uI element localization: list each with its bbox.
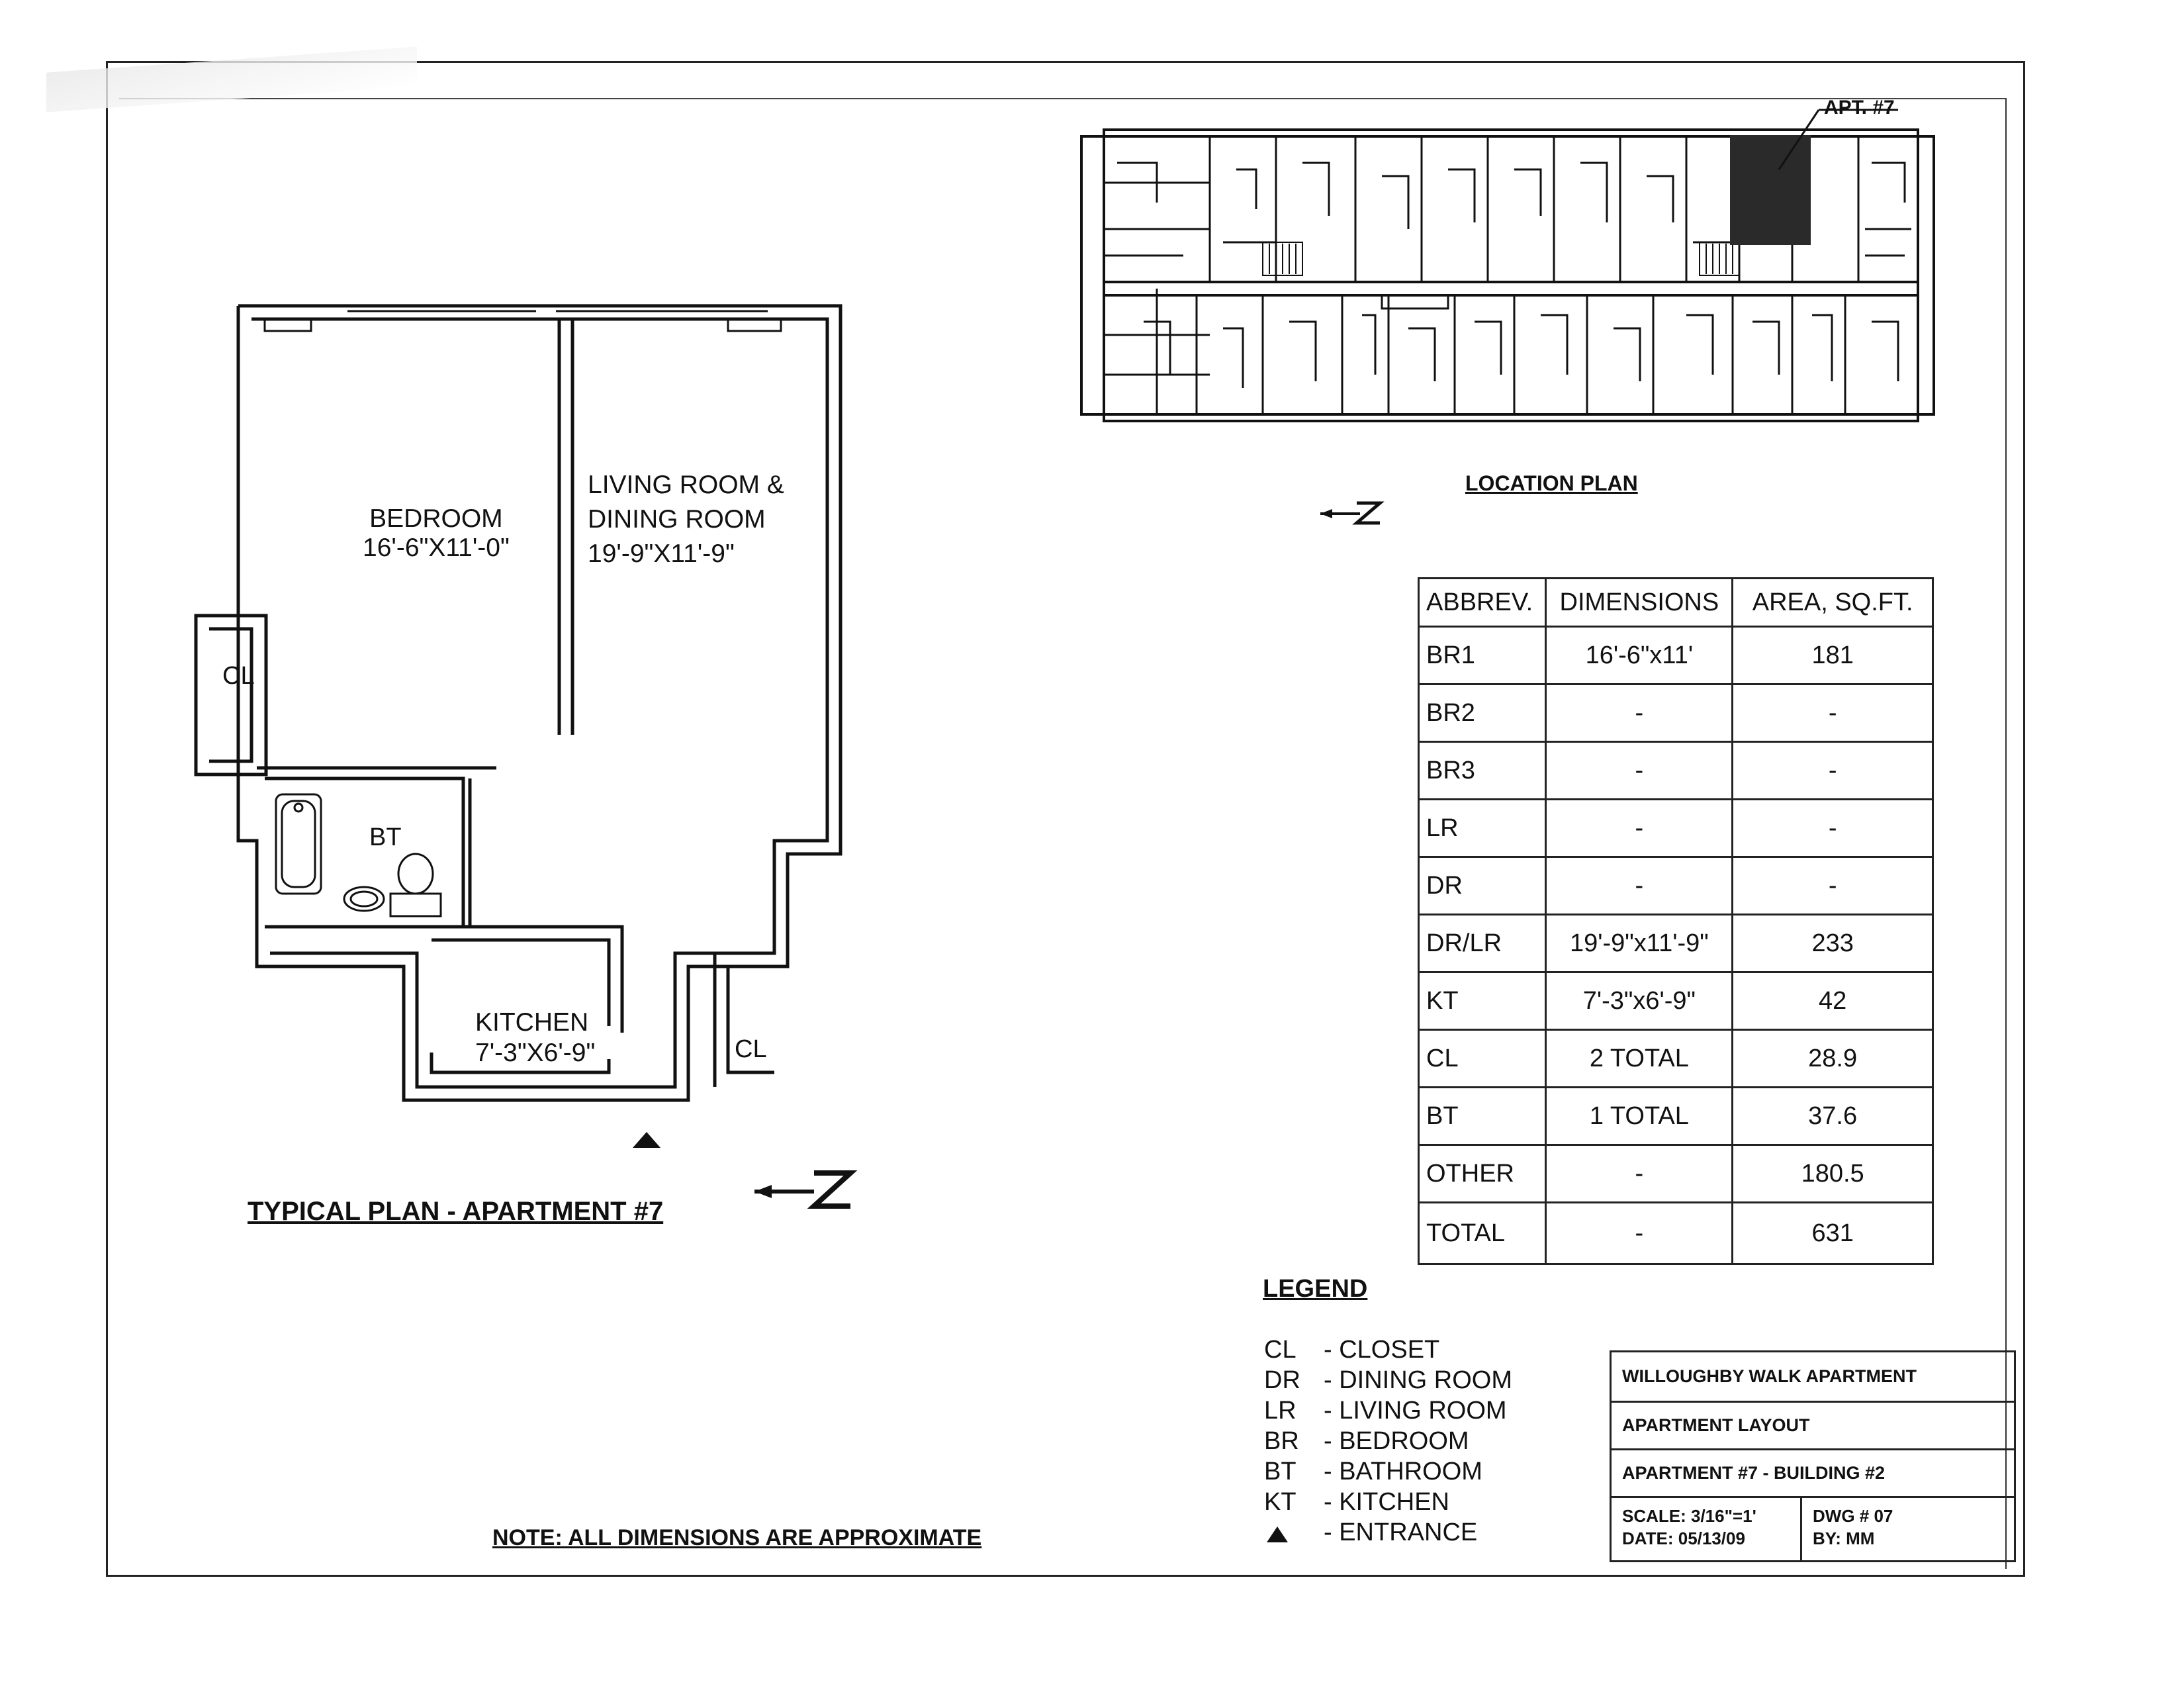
dwg-number: DWG # 07	[1813, 1506, 1893, 1526]
dimensions-cell: 2 TOTAL	[1546, 1030, 1733, 1088]
kitchen-dimension-label: 7'-3"X6'-9"	[475, 1039, 596, 1067]
dimensions-cell: 19'-9"x11'-9"	[1546, 915, 1733, 972]
dimensions-cell: 7'-3"x6'-9"	[1546, 972, 1733, 1030]
north-arrow-plan	[754, 1160, 860, 1219]
table-row	[1419, 742, 1933, 800]
title-block	[1610, 1350, 2016, 1562]
abbrev-cell: BR3	[1419, 742, 1546, 800]
area-table-header	[1419, 579, 1933, 627]
legend-abbr: KT	[1264, 1488, 1297, 1516]
list-item	[1264, 1456, 1512, 1487]
dimensions-cell: -	[1546, 742, 1733, 800]
toilet-fixture	[390, 854, 441, 916]
drawn-by: BY: MM	[1813, 1528, 1875, 1548]
legend-abbr: BR	[1264, 1427, 1299, 1455]
legend-desc: - LIVING ROOM	[1324, 1397, 1507, 1425]
area-cell: 233	[1733, 915, 1933, 972]
apartment-7-highlight	[1730, 135, 1811, 245]
table-row	[1419, 684, 1933, 742]
legend-desc: - ENTRANCE	[1324, 1519, 1478, 1546]
sink-fixture	[344, 887, 384, 911]
legend-desc: - BATHROOM	[1324, 1458, 1482, 1485]
area-cell: -	[1733, 742, 1933, 800]
legend-title: LEGEND	[1263, 1275, 1368, 1303]
area-table	[1418, 577, 1934, 1265]
abbrev-cell: TOTAL	[1419, 1203, 1546, 1264]
abbrev-cell: OTHER	[1419, 1145, 1546, 1203]
abbrev-cell: BR2	[1419, 684, 1546, 742]
dimensions-cell: -	[1546, 1145, 1733, 1203]
table-row	[1419, 627, 1933, 684]
legend-desc: - CLOSET	[1324, 1336, 1440, 1364]
list-item	[1264, 1365, 1512, 1395]
abbrev-cell: DR/LR	[1419, 915, 1546, 972]
dimensions-cell: -	[1546, 1203, 1733, 1264]
header-area: AREA, SQ.FT.	[1733, 579, 1933, 627]
area-cell: 37.6	[1733, 1088, 1933, 1145]
legend-abbr: CL	[1264, 1336, 1297, 1364]
legend-abbr: LR	[1264, 1397, 1297, 1425]
table-row	[1419, 1203, 1933, 1264]
abbrev-cell: BT	[1419, 1088, 1546, 1145]
header-abbrev: ABBREV.	[1419, 579, 1546, 627]
area-cell: 180.5	[1733, 1145, 1933, 1203]
title-block-scale-date	[1612, 1498, 1802, 1560]
location-plan-building	[1077, 97, 1958, 428]
title-block-dwg-by	[1802, 1498, 1903, 1560]
legend-desc: - BEDROOM	[1324, 1427, 1469, 1455]
title-block-unit: APARTMENT #7 - BUILDING #2	[1612, 1450, 2014, 1498]
abbrev-cell: LR	[1419, 800, 1546, 857]
area-cell: -	[1733, 857, 1933, 915]
table-row	[1419, 972, 1933, 1030]
location-plan-stairs	[1263, 242, 1739, 275]
title-block-footer	[1612, 1498, 2014, 1560]
living-room-name-label: LIVING ROOM &	[588, 471, 784, 499]
area-cell: -	[1733, 800, 1933, 857]
abbrev-cell: KT	[1419, 972, 1546, 1030]
area-cell: 42	[1733, 972, 1933, 1030]
legend-desc: - KITCHEN	[1324, 1488, 1449, 1516]
bath-label: BT	[369, 823, 402, 851]
entrance-marker	[633, 1132, 660, 1148]
entrance-triangle-icon	[1264, 1517, 1324, 1548]
closet-label-bedroom: CL	[222, 662, 255, 690]
area-cell: 631	[1733, 1203, 1933, 1264]
dimensions-cell: -	[1546, 800, 1733, 857]
dimensions-cell: -	[1546, 684, 1733, 742]
abbrev-cell: DR	[1419, 857, 1546, 915]
dining-room-name-label: DINING ROOM	[588, 505, 766, 534]
abbrev-cell: BR1	[1419, 627, 1546, 684]
bedroom-name-label: BEDROOM	[369, 504, 503, 533]
north-arrow-location	[1320, 495, 1387, 528]
living-room-dimension-label: 19'-9"X11'-9"	[588, 539, 735, 568]
table-row	[1419, 1088, 1933, 1145]
apt-7-callout: APT. #7	[1824, 97, 1895, 118]
plan-title: TYPICAL PLAN - APARTMENT #7	[248, 1197, 664, 1226]
list-item	[1264, 1426, 1512, 1456]
legend-abbr: BT	[1264, 1458, 1297, 1485]
legend-desc: - DINING ROOM	[1324, 1366, 1512, 1394]
list-item	[1264, 1395, 1512, 1426]
dimensions-cell: 1 TOTAL	[1546, 1088, 1733, 1145]
list-item	[1264, 1335, 1512, 1365]
exterior-walls	[196, 306, 841, 1100]
list-item	[1264, 1487, 1512, 1517]
area-cell: 28.9	[1733, 1030, 1933, 1088]
header-dimensions: DIMENSIONS	[1546, 579, 1733, 627]
bathtub-fixture	[276, 794, 321, 894]
date-value: DATE: 05/13/09	[1622, 1528, 1745, 1548]
closet-label-entry: CL	[735, 1035, 767, 1063]
dimensions-note: NOTE: ALL DIMENSIONS ARE APPROXIMATE	[492, 1525, 982, 1550]
interior-walls	[257, 319, 774, 1087]
area-cell: -	[1733, 684, 1933, 742]
dimensions-cell: 16'-6"x11'	[1546, 627, 1733, 684]
title-block-project: WILLOUGHBY WALK APARTMENT	[1612, 1352, 2014, 1403]
scale-value: SCALE: 3/16"=1'	[1622, 1506, 1756, 1526]
bedroom-dimension-label: 16'-6"X11'-0"	[363, 534, 510, 562]
kitchen-name-label: KITCHEN	[475, 1008, 589, 1037]
location-plan-title: LOCATION PLAN	[1465, 471, 1638, 495]
table-row	[1419, 857, 1933, 915]
table-row	[1419, 1145, 1933, 1203]
legend-abbr: DR	[1264, 1366, 1300, 1394]
table-row	[1419, 1030, 1933, 1088]
title-block-sheet: APARTMENT LAYOUT	[1612, 1403, 2014, 1450]
table-row	[1419, 915, 1933, 972]
abbrev-cell: CL	[1419, 1030, 1546, 1088]
legend-list	[1264, 1335, 1512, 1548]
window-marks	[265, 311, 781, 331]
list-item	[1264, 1517, 1512, 1548]
area-cell: 181	[1733, 627, 1933, 684]
table-row	[1419, 800, 1933, 857]
dimensions-cell: -	[1546, 857, 1733, 915]
